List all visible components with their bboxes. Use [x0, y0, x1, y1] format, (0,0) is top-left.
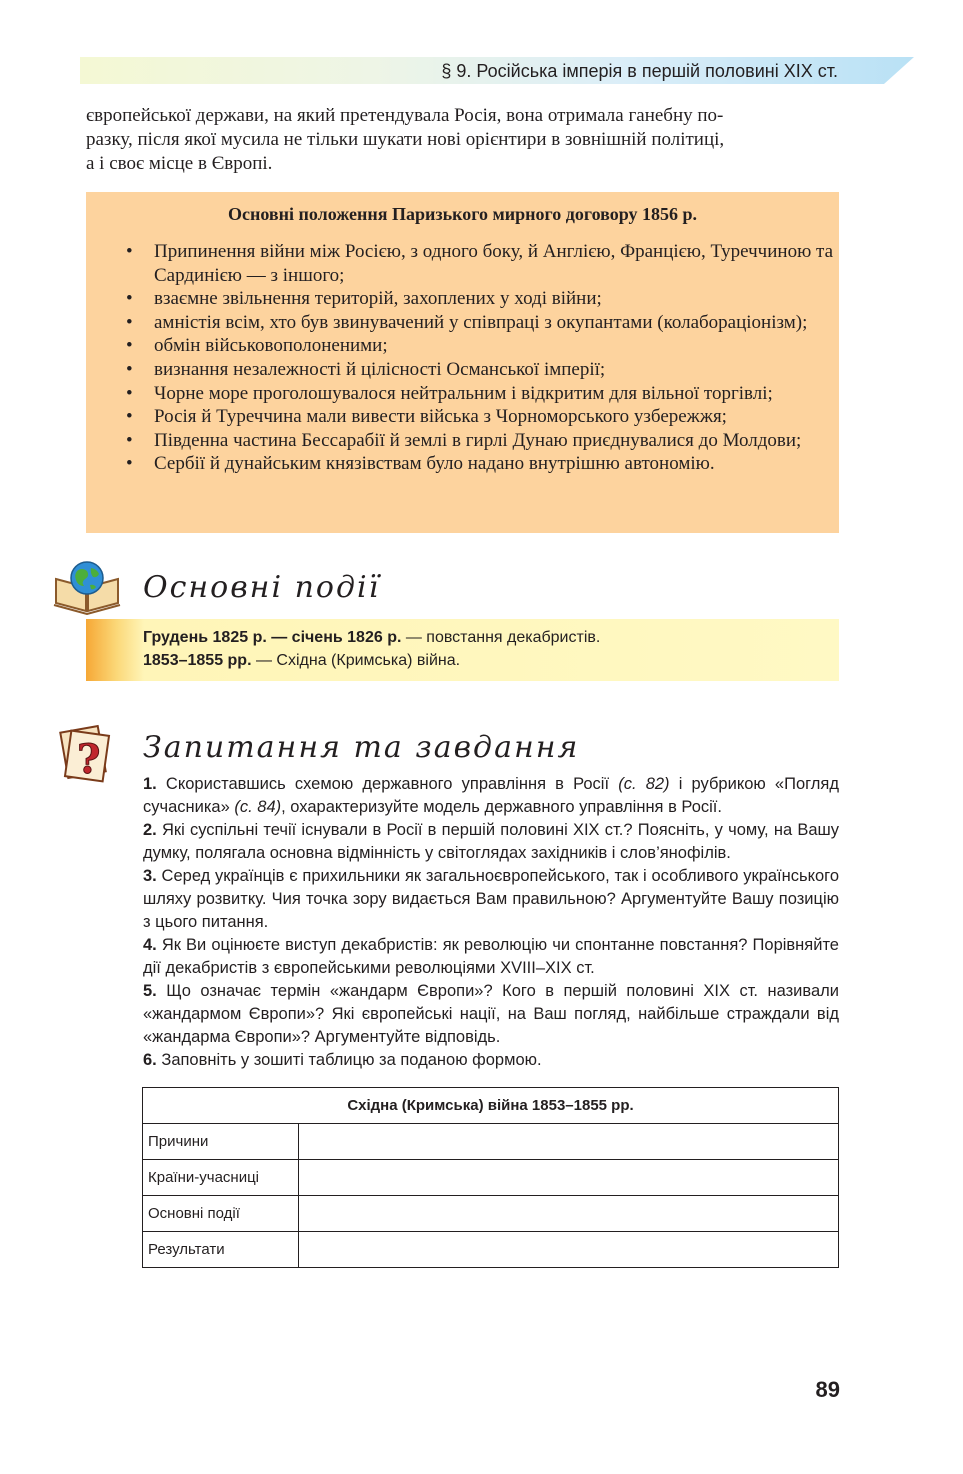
task-item [143, 773, 839, 819]
bullet-icon: • [126, 311, 133, 333]
treaty-item-text: амністія всім, хто був звинувачений у співпраці з окупантами (колабораціонізм); [154, 311, 808, 333]
treaty-item-text: Південна частина Бессарабії й землі в гирлі Дунаю приєднувалися до Молдови; [154, 429, 802, 451]
task-item [143, 980, 839, 1049]
event-date: 1853–1855 рр. [143, 652, 252, 669]
bullet-icon: • [126, 382, 133, 404]
treaty-box [86, 192, 839, 533]
treaty-item-text: Сербії й дунайським князівствам було надано внутрішню автономію. [154, 453, 715, 475]
events-section-title: Основні події [143, 570, 381, 605]
question-papers-icon [54, 723, 116, 785]
event-text: — повстання декабристів. [401, 629, 601, 646]
intro-line: а і своє місце в Європі. [86, 153, 273, 174]
treaty-item-text: взаємне звільнення територій, захоплених у ході війни; [154, 288, 602, 310]
empty-cell [299, 1196, 839, 1232]
task-number: 5. [143, 982, 157, 1000]
tasks-section-title: Запитання та завдання [143, 730, 580, 765]
event-date: Грудень 1825 р. — січень 1826 р. [143, 629, 402, 646]
task-number: 3. [143, 867, 157, 885]
empty-cell [299, 1232, 839, 1268]
event-text: — Східна (Кримська) війна. [251, 652, 461, 669]
treaty-item [86, 429, 833, 453]
bullet-icon: • [126, 429, 133, 451]
bullet-icon: • [126, 406, 133, 428]
treaty-item-text: обмін військовополоненими; [154, 335, 388, 357]
treaty-item [86, 287, 833, 311]
page-reference: (с. 84) [234, 798, 282, 816]
task-text: і рубрикою «Погляд сучасника» [143, 775, 839, 816]
treaty-item-text: визнання незалежності й цілісності Османської імперії; [154, 358, 606, 380]
page-reference: (с. 82) [618, 775, 670, 793]
event-item [143, 627, 600, 649]
row-label: Причини [143, 1124, 299, 1160]
task-item [143, 934, 839, 980]
bullet-icon: • [126, 288, 133, 310]
task-item [143, 1049, 839, 1072]
task-item [143, 865, 839, 934]
section-header: § 9. Російська імперія в першій половині XIX ст. [441, 61, 838, 81]
crimean-war-table [142, 1087, 839, 1268]
task-item [143, 819, 839, 865]
row-label: Результати [143, 1232, 299, 1268]
treaty-item [86, 452, 833, 476]
events-box [86, 619, 839, 681]
treaty-item [86, 240, 833, 287]
bullet-icon: • [126, 335, 133, 357]
task-number: 6. [143, 1051, 157, 1069]
event-item [143, 650, 460, 672]
task-text: , охарактеризуйте модель державного управління в Росії. [281, 798, 722, 816]
task-number: 4. [143, 936, 157, 954]
book-globe-icon [52, 559, 122, 615]
task-text: Які суспільні течії існували в Росії в першій половині XIX ст.? Поясніть, у чому, на Вашу думку, полягала основна відмінність у світоглядах західників і слов’янофілів. [143, 821, 839, 862]
table-row [143, 1232, 839, 1268]
bullet-icon: • [126, 358, 133, 380]
bullet-icon: • [126, 453, 133, 475]
svg-text:?: ? [77, 736, 101, 783]
treaty-item [86, 405, 833, 429]
treaty-title: Основні положення Паризького мирного договору 1856 р. [227, 204, 698, 224]
treaty-list [86, 240, 833, 476]
treaty-item [86, 358, 833, 382]
intro-line: європейської держави, на який претендувала Росія, вона отримала ганебну по- [86, 105, 724, 126]
bullet-icon: • [126, 241, 133, 262]
intro-paragraph [86, 104, 839, 176]
row-label: Основні події [143, 1196, 299, 1232]
treaty-item [86, 382, 833, 406]
treaty-item-text: Чорне море проголошувалося нейтральним і відкритим для вільної торгівлі; [154, 382, 773, 404]
tasks-list [143, 773, 839, 1072]
task-text: Скориставшись схемою державного управління в Росії [156, 775, 619, 793]
treaty-item-text: Росія й Туреччина мали вивести війська з Чорноморського узбережжя; [154, 406, 727, 428]
task-number: 2. [143, 821, 157, 839]
empty-cell [299, 1124, 839, 1160]
task-text: Заповніть у зошиті таблицю за поданою формою. [156, 1051, 542, 1069]
empty-cell [299, 1160, 839, 1196]
task-text: Як Ви оцінюєте виступ декабристів: як революцію чи спонтанне повстання? Порівняйте дії декабристів з європейськими революціями XVIII–XIX ст. [143, 936, 839, 977]
treaty-item [86, 311, 833, 335]
treaty-item-text: Припинення війни між Росією, з одного боку, й Англією, Францією, Туреччиною та Сардинією — з іншого; [154, 241, 833, 286]
task-text: Серед українців є прихильники як загальноєвропейського, так і особливого українського шляху розвитку. Чия точка зору видається Вам правильною? Аргументуйте Вашу позицію з цього питання. [143, 867, 839, 931]
table-row [143, 1160, 839, 1196]
task-text: Що означає термін «жандарм Європи»? Кого в першій половині XIX ст. називали «жандармом Європи»? Які європейські нації, на Ваш погляд, найбільше страждали від «жандарма Європи»? Аргументуйте відповідь. [143, 982, 839, 1046]
table-row [143, 1124, 839, 1160]
table-header: Східна (Кримська) війна 1853–1855 рр. [143, 1088, 839, 1124]
treaty-item [86, 334, 833, 358]
row-label: Країни-учасниці [143, 1160, 299, 1196]
table-row [143, 1196, 839, 1232]
page-number: 89 [815, 1377, 840, 1402]
intro-line: разку, після якої мусила не тільки шукати нові орієнтири в зовнішній політиці, [86, 129, 725, 150]
task-number: 1. [143, 775, 157, 793]
